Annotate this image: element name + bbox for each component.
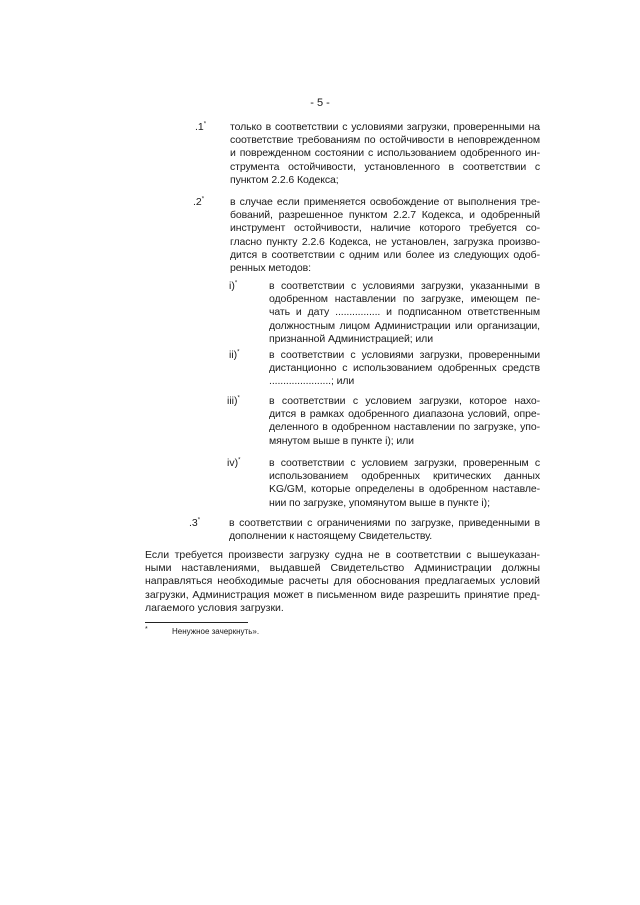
text-line: Если требуется произвести загрузку судна не в соответствии с вышеуказан- xyxy=(145,549,540,561)
item-3-text xyxy=(229,517,540,543)
text-line: чать и дату ................ и подписанном ответственным xyxy=(269,306,540,319)
text-line: в соответствии с ограничениями по загрузке, приведенными в xyxy=(229,517,540,529)
text-line: загрузки, Администрация может в письменном виде разрешить принятие пред- xyxy=(145,588,540,601)
text-line: в соответствии с условием загрузки, проверенным с xyxy=(269,457,540,469)
text-line: признанной Администрацией; или xyxy=(269,332,433,345)
text-line: ......................; или xyxy=(269,375,355,388)
text-line: струмента остойчивости, установленного в соответствии с xyxy=(230,160,540,173)
text-line: KG/GM, которые определены в одобренном наставле- xyxy=(269,483,540,496)
footnote-text: Ненужное зачеркнуть». xyxy=(172,627,260,636)
item-1-marker: .1* xyxy=(195,121,207,133)
subitem-i-marker: i)* xyxy=(229,280,238,292)
text-line: ренных методов: xyxy=(230,262,311,275)
text-line: должностным лицом Администрации или организации, xyxy=(269,319,540,332)
text-line: в соответствии с условиями загрузки, указанными в xyxy=(269,280,540,292)
subitem-iv-marker: iv)* xyxy=(227,457,241,469)
subitem-i-text xyxy=(269,280,540,346)
text-line: одобренном наставлении по загрузке, имеющем пе- xyxy=(269,293,540,306)
text-line: дится в соответствии с одним или более из следующих одоб- xyxy=(230,248,540,261)
text-line: инструмент остойчивости, наличие которого требуется со- xyxy=(230,222,540,235)
text-line: мянутом выше в пункте i); или xyxy=(269,434,414,447)
text-line: лагаемого условия загрузки. xyxy=(145,601,284,614)
item-2-marker: .2* xyxy=(193,196,205,208)
subitem-iii-text xyxy=(269,395,540,448)
subitem-iv-text xyxy=(269,457,540,510)
item-1-text xyxy=(230,121,540,187)
text-line: соответствие требованиям по остойчивости в неповрежденном xyxy=(230,134,540,147)
text-line: нии по загрузке, упомянутом выше в пункте i); xyxy=(269,496,490,509)
text-line: гласно пункту 2.2.6 Кодекса, не установлен, загрузка произво- xyxy=(230,235,540,248)
text-line: только в соответствии с условиями загрузки, проверенными на xyxy=(230,121,540,133)
text-line: дополнении к настоящему Свидетельству. xyxy=(229,530,433,543)
text-line: в случае если применяется освобождение от выполнения тре- xyxy=(230,196,540,208)
item-3-marker: .3* xyxy=(189,517,201,529)
text-line: дистанционно с использованием одобренных средств xyxy=(269,362,540,375)
subitem-ii-marker: ii)* xyxy=(229,349,240,361)
text-line: направляться необходимые расчеты для обоснования предлагаемых условий xyxy=(145,575,540,588)
subitem-iii-marker: iii)* xyxy=(227,395,240,407)
closing-paragraph xyxy=(145,549,540,615)
text-line: деленного в одобренном наставлении по загрузке, упо- xyxy=(269,421,540,434)
text-line: в соответствии с условиями загрузки, проверенными xyxy=(269,349,540,361)
page-number: - 5 - xyxy=(310,97,330,109)
footnote-mark: * xyxy=(145,626,148,633)
text-line: пунктом 2.2.6 Кодекса; xyxy=(230,173,339,186)
text-line: бований, разрешенное пунктом 2.2.7 Кодекса, и одобренный xyxy=(230,209,540,222)
text-line: в соответствии с условием загрузки, которое нахо- xyxy=(269,395,540,407)
text-line: ными наставлениями, выдавшей Свидетельство Администрации должны xyxy=(145,562,540,575)
item-2-text xyxy=(230,196,540,275)
text-line: использованием одобренных критических данных xyxy=(269,470,540,483)
subitem-ii-text xyxy=(269,349,540,389)
text-line: и поврежденном состоянии с использованием одобренного ин- xyxy=(230,147,540,160)
footnote-rule xyxy=(145,622,248,623)
text-line: дится в рамках одобренного диапазона условий, опре- xyxy=(269,408,540,421)
